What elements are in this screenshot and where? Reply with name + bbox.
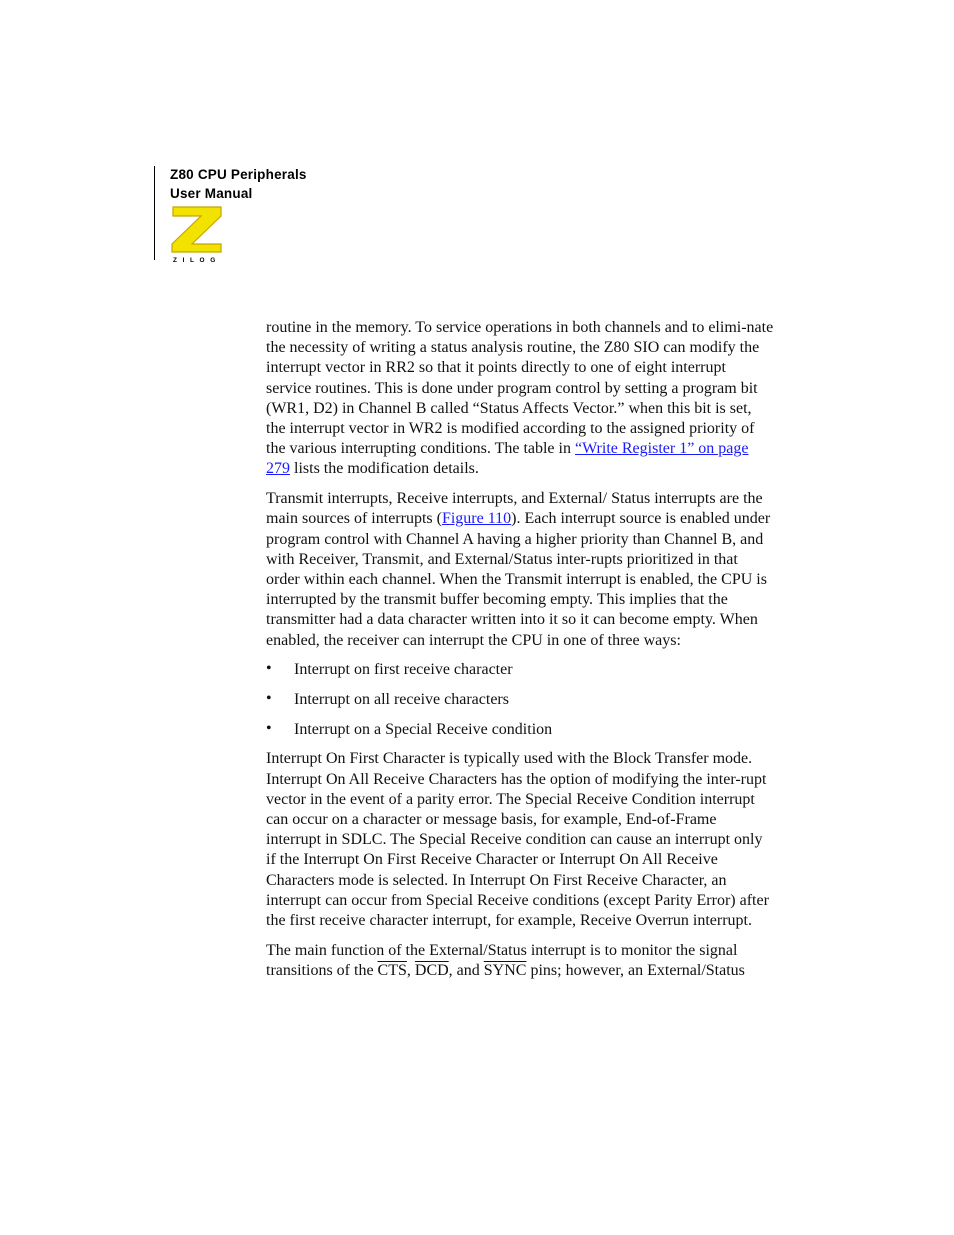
paragraph-text: lists the modification details.	[290, 460, 479, 478]
paragraph-text: , and	[448, 961, 484, 979]
paragraph-text: The main function of the External/Status interrupt is to monitor the signal transitions of the	[266, 941, 738, 979]
paragraph-text: ,	[406, 961, 415, 979]
zilog-logo	[170, 205, 226, 263]
signal-cts: $\overline{CTS}$	[377, 961, 407, 979]
write-register-1-link[interactable]: “Write Register 1” on page 279	[266, 440, 749, 478]
signal-sync: SYNC	[483, 961, 527, 979]
paragraph-text: Transmit interrupts, Receive interrupts, and External/ Status interrupts are the main sources of interrupts (	[266, 490, 763, 528]
bullet-icon: •	[266, 689, 272, 707]
list-item	[266, 720, 774, 740]
paragraph-vector-modification	[266, 318, 774, 480]
receive-interrupt-modes-list	[266, 660, 774, 740]
list-item-text: Interrupt on all receive characters	[294, 690, 509, 708]
header-vertical-rule	[154, 166, 155, 260]
paragraph-text: routine in the memory. To service operations in both channels and to elimi-nate the necessity of writing a status analysis routine, the Z80 SIO can modify the interrupt vector in RR2 so that it points directly to one of eight interrupt service routines. This is done under program control by setting a program bit (WR1, D2) in Channel B called “Status Affects Vector.” when this bit is set, the interrupt vector in WR2 is modified according to the assigned priority of the various interrupting conditions. The table in	[266, 319, 774, 458]
paragraph-text: ). Each interrupt source is enabled under program control with Channel A having a higher priority than Channel B, and with Receiver, Transmit, and External/Status inter-rupts prioritized in that order within each channel. When the Transmit interrupt is enabled, the CPU is interrupted by the transmit buffer becoming empty. This implies that the transmitter had a data character written into it so it can become empty. When enabled, the receiver can interrupt the CPU in one of three ways:	[266, 510, 771, 649]
figure-110-link[interactable]: Figure 110	[441, 510, 512, 528]
paragraph-receive-interrupt-details: Interrupt On First Character is typically used with the Block Transfer mode. Interrupt On All Receive Characters has the option of modifying the inter-rupt vector in the event of a parity error. The Special Receive Condition interrupt can occur on a character or message basis, for example, End-of-Frame interrupt in SDLC. The Special Receive condition can cause an interrupt only if the Interrupt On First Receive Character or Interrupt On All Receive Characters mode is selected. In Interrupt On First Receive Character, an interrupt can occur from Special Receive conditions (except Parity Error) after the first receive character interrupt, for example, Receive Overrun interrupt.	[266, 750, 769, 929]
list-item-text: Interrupt on a Special Receive condition	[294, 720, 553, 738]
header-title-line2: User Manual	[170, 186, 253, 201]
signal-dcd: $\overline{DCD}$	[414, 961, 449, 979]
running-header	[170, 165, 307, 203]
paragraph-interrupt-sources	[266, 489, 774, 651]
header-title-line1: Z80 CPU Peripherals	[170, 167, 307, 182]
paragraph-external-status-interrupt	[266, 941, 774, 981]
svg-text:ZILOG: ZILOG	[173, 257, 221, 263]
bullet-icon: •	[266, 719, 272, 737]
list-item	[266, 660, 774, 680]
bullet-icon: •	[266, 660, 272, 678]
list-item-text: Interrupt on first receive character	[294, 661, 513, 679]
zilog-logo-mark-icon	[170, 205, 226, 263]
list-item	[266, 690, 774, 710]
page-body	[266, 318, 774, 991]
paragraph-text: pins; however, an External/Status	[526, 961, 745, 979]
